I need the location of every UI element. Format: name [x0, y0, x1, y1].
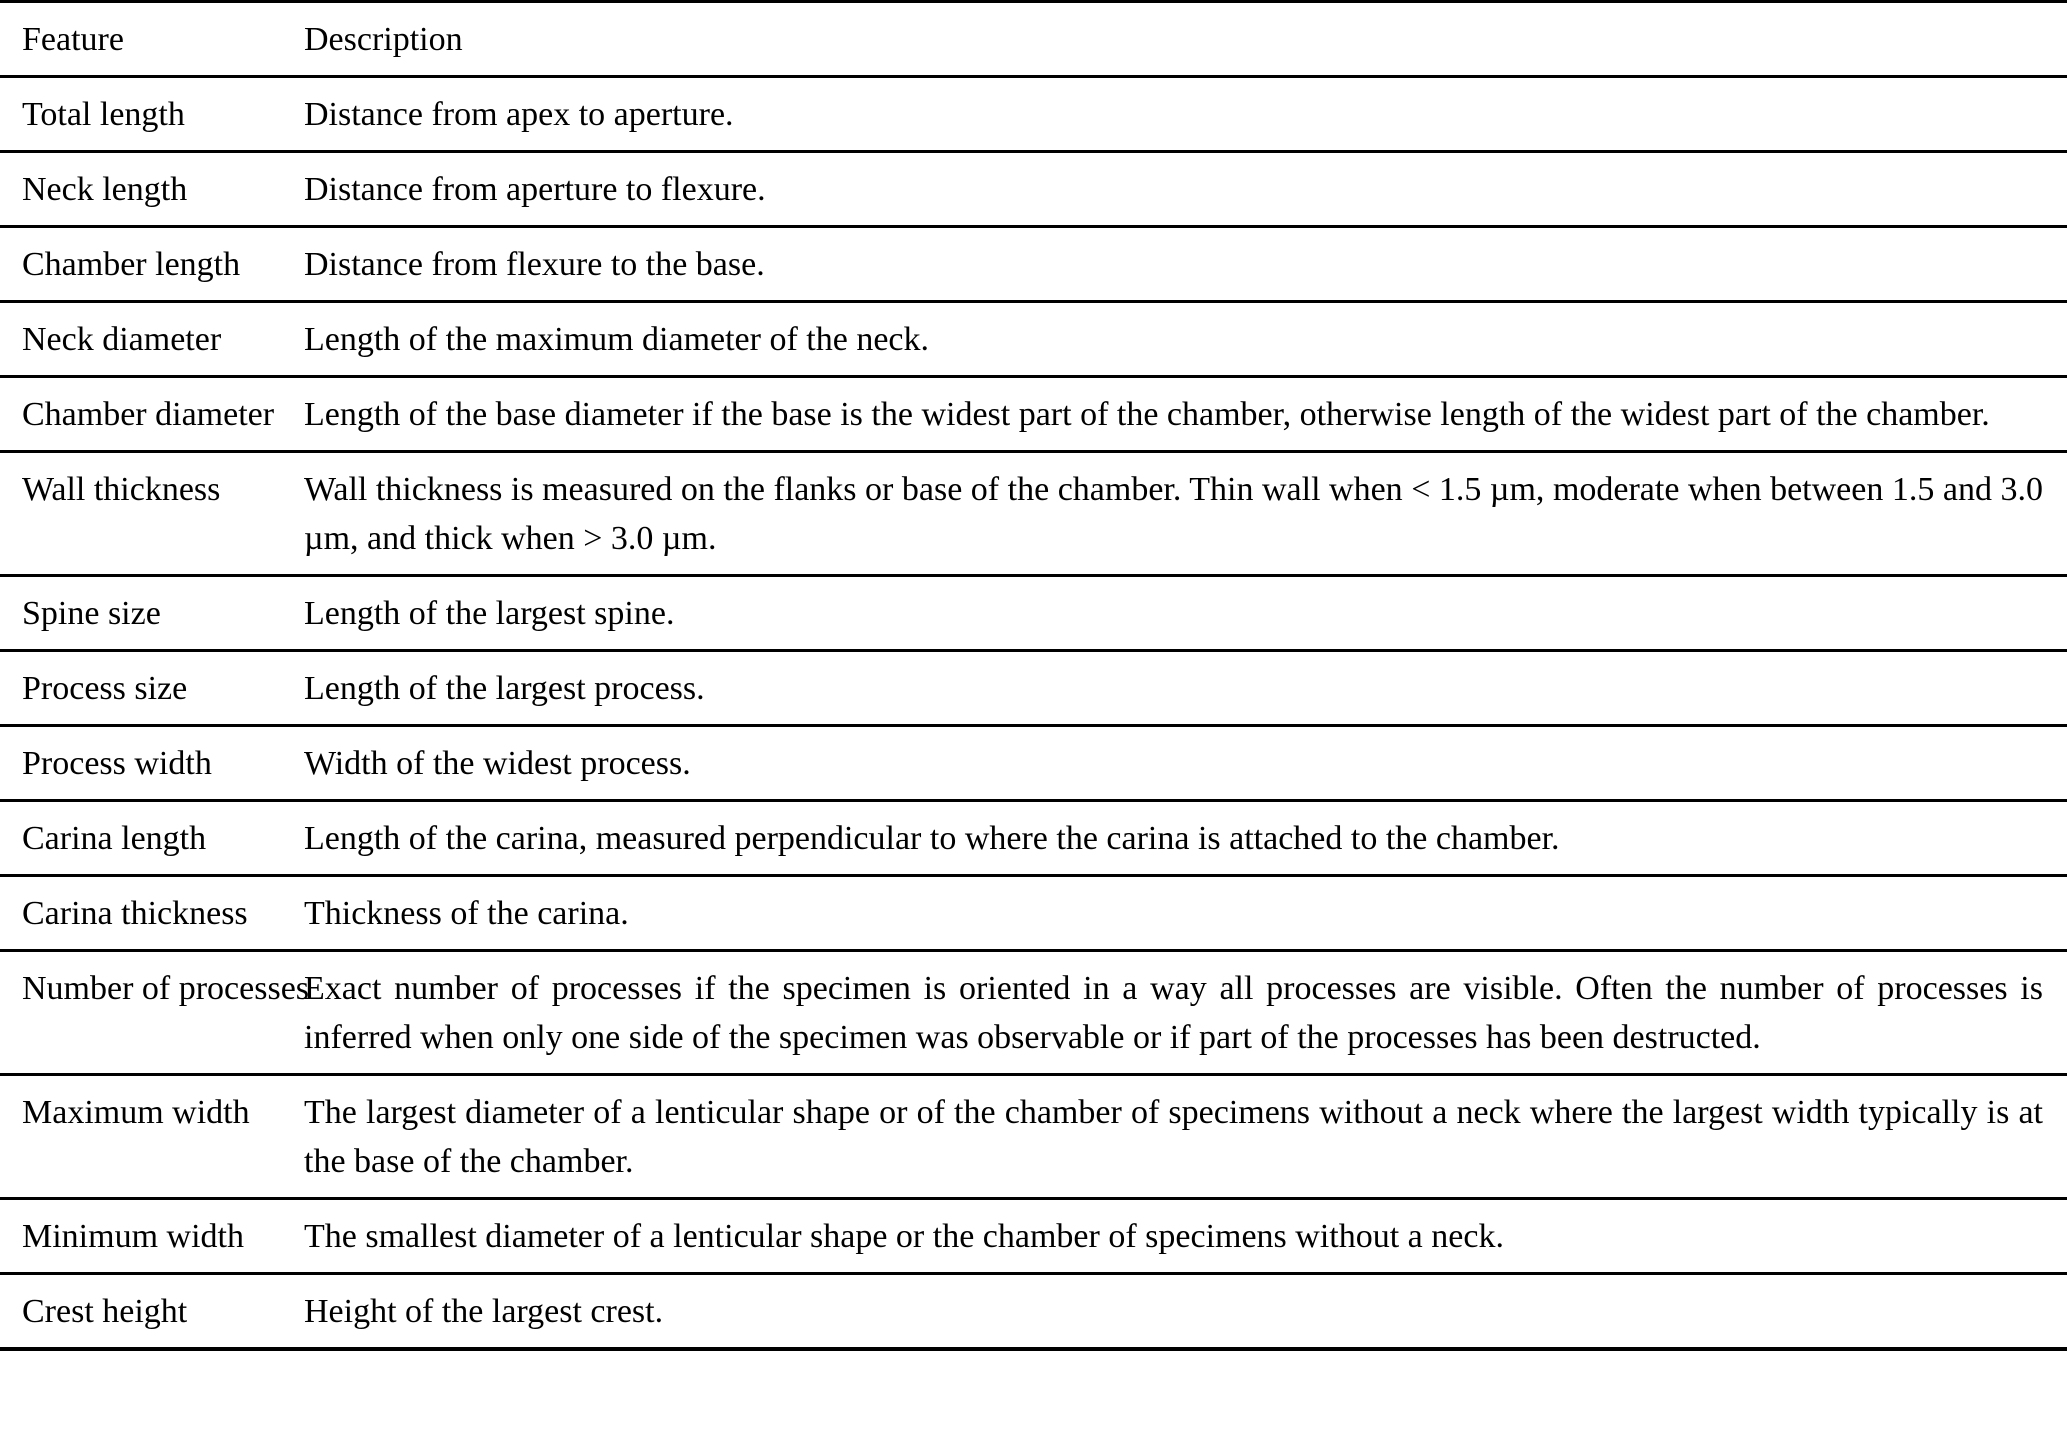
table-row	[0, 726, 2067, 801]
feature-cell: Number of processes	[22, 970, 310, 1007]
table-head	[0, 2, 2067, 77]
column-header-feature: Feature	[22, 21, 124, 58]
feature-cell: Spine size	[22, 595, 161, 632]
table-row	[0, 576, 2067, 651]
table-row	[0, 377, 2067, 452]
description-cell: The largest diameter of a lenticular shape or of the chamber of specimens without a neck where the largest width typically is at the base of the chamber.	[304, 1094, 2043, 1180]
description-cell: The smallest diameter of a lenticular shape or the chamber of specimens without a neck.	[304, 1218, 1504, 1255]
feature-cell: Carina thickness	[22, 895, 248, 932]
description-cell: Distance from apex to aperture.	[304, 96, 734, 133]
feature-cell: Chamber diameter	[22, 396, 275, 433]
feature-cell: Carina length	[22, 820, 207, 857]
description-cell: Length of the maximum diameter of the neck.	[304, 321, 930, 358]
feature-cell: Total length	[22, 96, 185, 133]
feature-cell: Minimum width	[22, 1218, 244, 1255]
header-row	[0, 2, 2067, 77]
description-cell: Exact number of processes if the specimen is oriented in a way all processes are visible. Often the number of processes is inferred when only one side of the specimen was observable or if part of the processes has been destructed.	[304, 970, 2043, 1056]
table-row	[0, 77, 2067, 152]
table-row	[0, 651, 2067, 726]
description-cell: Length of the base diameter if the base is the widest part of the chamber, otherwise length of the widest part of the chamber.	[304, 396, 1990, 433]
description-cell: Wall thickness is measured on the flanks or base of the chamber. Thin wall when < 1.5 µm, moderate when between 1.5 and 3.0 µm, and thick when > 3.0 µm.	[304, 471, 2043, 557]
feature-cell: Process size	[22, 670, 188, 707]
table-row	[0, 951, 2067, 1075]
feature-cell: Crest height	[22, 1293, 188, 1330]
feature-cell: Wall thickness	[22, 471, 221, 508]
table-row	[0, 801, 2067, 876]
description-cell: Distance from aperture to flexure.	[304, 171, 766, 208]
feature-cell: Maximum width	[22, 1094, 250, 1131]
description-cell: Length of the carina, measured perpendicular to where the carina is attached to the chamber.	[304, 820, 1560, 857]
feature-cell: Neck diameter	[22, 321, 222, 358]
table-row	[0, 452, 2067, 576]
table-row	[0, 1075, 2067, 1199]
table-row	[0, 227, 2067, 302]
description-cell: Height of the largest crest.	[304, 1293, 664, 1330]
feature-cell: Neck length	[22, 171, 188, 208]
description-cell: Distance from flexure to the base.	[304, 246, 765, 283]
table-row	[0, 1274, 2067, 1350]
column-header-description: Description	[304, 21, 463, 58]
description-cell: Length of the largest process.	[304, 670, 705, 707]
feature-cell: Chamber length	[22, 246, 241, 283]
table-row	[0, 1199, 2067, 1274]
description-cell: Length of the largest spine.	[304, 595, 675, 632]
feature-cell: Process width	[22, 745, 212, 782]
table-row	[0, 152, 2067, 227]
description-cell: Width of the widest process.	[304, 745, 691, 782]
table-row	[0, 876, 2067, 951]
table-row	[0, 302, 2067, 377]
description-cell: Thickness of the carina.	[304, 895, 629, 932]
table-body	[0, 77, 2067, 1350]
